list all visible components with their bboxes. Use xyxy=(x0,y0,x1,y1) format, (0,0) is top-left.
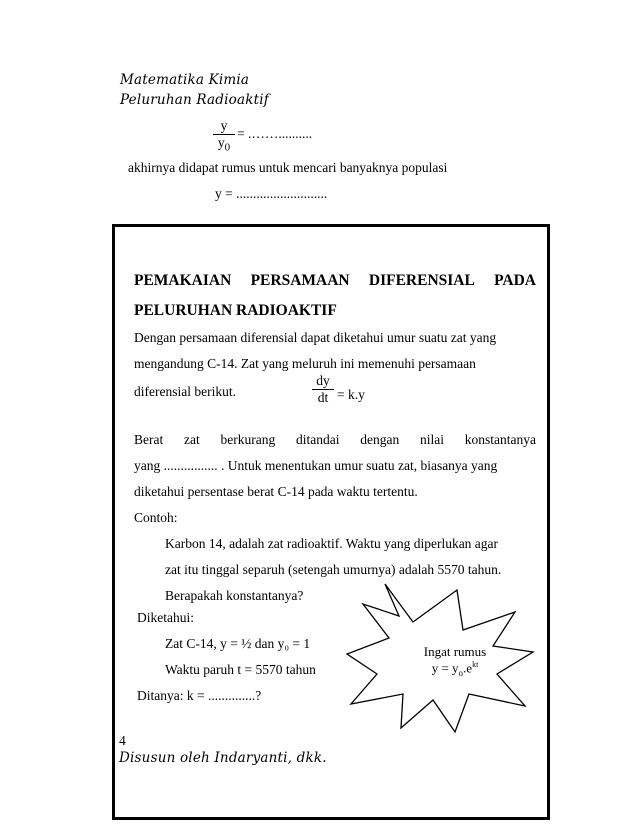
header-subject: Matematika Kimia xyxy=(120,72,250,88)
ratio-denominator: $y_0$ xyxy=(217,135,231,154)
section-heading-line2: PELURUHAN RADIOAKTIF xyxy=(134,302,337,319)
derivative-denominator: dt xyxy=(317,390,329,405)
ratio-fraction xyxy=(213,118,235,154)
derivative-rhs: = k.y xyxy=(337,387,365,402)
ratio-numerator: y xyxy=(220,118,228,133)
example-line3: Berapakah konstantanya? xyxy=(165,588,304,603)
paragraph2-line3: diketahui persentase berat C-14 pada waktu tertentu. xyxy=(134,484,418,499)
paragraph1-line3: diferensial berikut. xyxy=(134,384,236,399)
callout-formula: $y = y_o.e^{kt}$ xyxy=(431,660,479,678)
example-label: Contoh: xyxy=(134,510,178,525)
derivative-fraction xyxy=(312,373,334,406)
paragraph2-line2: yang ................ . Untuk menentukan umur suatu zat, biasanya yang xyxy=(134,458,498,473)
paragraph2-line1: Berat zat berkurang ditandai dengan nilai konstantanya xyxy=(134,432,536,447)
page-number: 4 xyxy=(119,733,126,748)
given-line2: Waktu paruh t = 5570 tahun xyxy=(165,662,316,677)
asked-line: Ditanya: k = ..............? xyxy=(137,688,262,703)
paragraph1-line2: mengandung C-14. Zat yang meluruh ini memenuhi persamaan xyxy=(134,356,476,371)
section-heading-line1: PEMAKAIAN PERSAMAAN DIFERENSIAL PADA xyxy=(134,272,536,289)
footer-author: Disusun oleh Indaryanti, dkk. xyxy=(119,750,327,766)
paragraph1-line1: Dengan persamaan diferensial dapat diketahui umur suatu zat yang xyxy=(134,330,497,345)
given-line1: Zat C-14, y = ½ dan y₀ = 1 xyxy=(165,636,311,651)
ratio-equals-blank: = .…….......... xyxy=(237,126,313,141)
header-topic: Peluruhan Radioaktif xyxy=(120,92,269,108)
example-line2: zat itu tinggal separuh (setengah umurnya) adalah 5570 tahun. xyxy=(165,562,502,577)
callout-title: Ingat rumus xyxy=(423,644,487,659)
intro-text: akhirnya didapat rumus untuk mencari banyaknya populasi xyxy=(128,160,448,175)
example-line1: Karbon 14, adalah zat radioaktif. Waktu yang diperlukan agar xyxy=(165,536,499,551)
derivative-numerator: dy xyxy=(316,373,330,388)
given-label: Diketahui: xyxy=(137,610,194,625)
population-formula-blank: y = ........................... xyxy=(215,186,328,201)
